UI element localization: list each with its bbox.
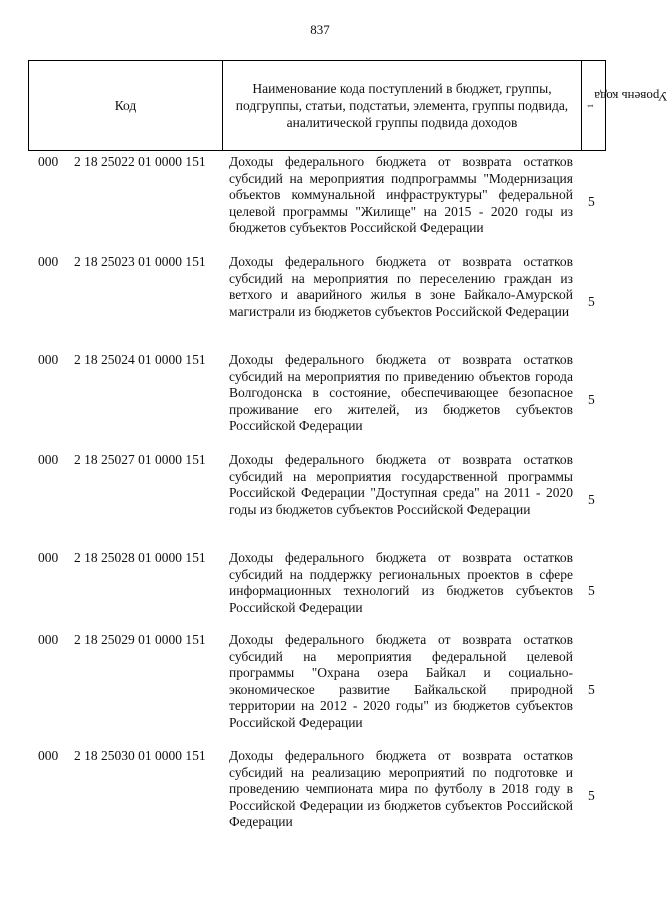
row-group-code: 000 (38, 452, 59, 467)
name-column-header: Наименование кода поступлений в бюджет, группы, подгруппы, статьи, подстатьи, элемента, группы подвида, аналитической группы подвида доходов (235, 81, 569, 130)
row-level: 5 (588, 294, 595, 309)
row-group-code: 000 (38, 632, 59, 647)
table-header (28, 60, 667, 151)
row-level: 5 (588, 583, 595, 598)
row-level: 5 (588, 492, 595, 507)
row-level: 5 (588, 788, 595, 803)
row-code: 2 18 25027 01 0000 151 (74, 452, 206, 467)
row-code: 2 18 25028 01 0000 151 (74, 550, 206, 565)
row-description: Доходы федерального бюджета от возврата остатков субсидий на поддержку региональных проектов в сфере информационных технологий из бюджетов субъектов Российской Федерации (229, 550, 573, 615)
row-group-code: 000 (38, 154, 59, 169)
row-description: Доходы федерального бюджета от возврата остатков субсидий на реализацию мероприятий по подготовке и проведению чемпионата мира по футболу в 2018 году в Российской Федерации из бюджетов субъектов Российской Федерации (229, 748, 573, 829)
row-description: Доходы федерального бюджета от возврата остатков субсидий на мероприятия государственной программы Российской Федерации "Доступная среда" на 2011 - 2020 годы из бюджетов субъектов Российской Федерации (229, 452, 573, 517)
row-description: Доходы федерального бюджета от возврата остатков субсидий на мероприятия федеральной целевой программы "Охрана озера Байкал и социально-экономическое развитие Байкальской природной территории на 2012 - 2020 годы" из бюджетов субъектов Российской Федерации (229, 632, 573, 730)
row-code: 2 18 25024 01 0000 151 (74, 352, 206, 367)
row-group-code: 000 (38, 352, 59, 367)
page-number: 837 (310, 22, 330, 37)
row-description: Доходы федерального бюджета от возврата остатков субсидий на мероприятия по переселению граждан из ветхого и аварийного жилья в зоне Байкало-Амурской магистрали из бюджетов субъектов Российской Федерации (229, 254, 573, 319)
row-description: Доходы федерального бюджета от возврата остатков субсидий на мероприятия по приведению объектов города Волгодонска в состояние, обеспечивающее безопасное проживание его жителей, из бюджетов субъектов Российской Федерации (229, 352, 573, 433)
row-code: 2 18 25022 01 0000 151 (74, 154, 206, 169)
row-group-code: 000 (38, 254, 59, 269)
row-level: 5 (588, 682, 595, 697)
code-column-header: Код (114, 97, 137, 113)
row-code: 2 18 25023 01 0000 151 (74, 254, 206, 269)
row-level: 5 (588, 392, 595, 407)
level-header-label: Уровень кода (594, 89, 667, 104)
row-group-code: 000 (38, 550, 59, 565)
row-description: Доходы федерального бюджета от возврата остатков субсидий на мероприятия подпрограммы "Модернизация объектов коммунальной инфраструктуры" федеральной целевой программы "Жилище" на 2015 - 2020 годы из бюджетов субъектов Российской Федерации (229, 154, 573, 235)
level-header-footnote: 1 (585, 104, 595, 108)
row-level: 5 (588, 194, 595, 209)
level-column-header (582, 61, 667, 150)
row-code: 2 18 25030 01 0000 151 (74, 748, 206, 763)
row-code: 2 18 25029 01 0000 151 (74, 632, 206, 647)
row-group-code: 000 (38, 748, 59, 763)
